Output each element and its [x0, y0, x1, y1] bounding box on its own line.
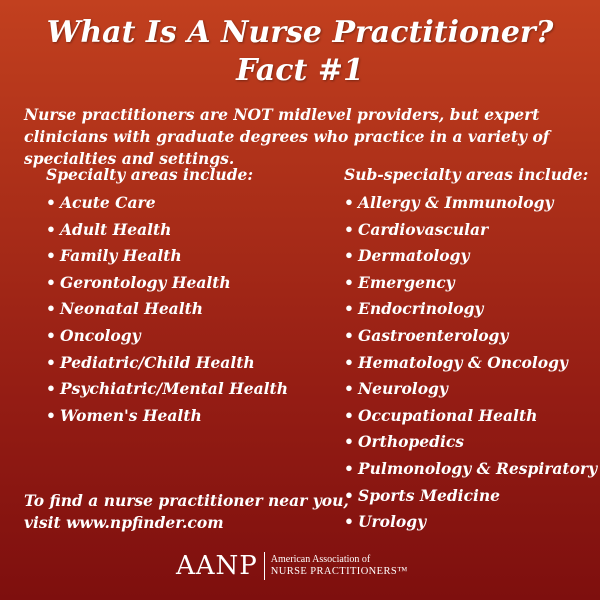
logo-text: [271, 554, 408, 578]
subspecialty-heading: Sub-specialty areas include:: [344, 165, 589, 184]
footer-line-1: To find a nurse practitioner near you,: [24, 491, 349, 510]
list-item: • Pulmonology & Respiratory: [344, 456, 594, 483]
list-item: • Hematology & Oncology: [344, 350, 594, 377]
list-item: • Sports Medicine: [344, 483, 594, 510]
list-item: • Acute Care: [46, 190, 336, 217]
subspecialty-column: [344, 164, 598, 536]
list-item: • Gerontology Health: [46, 270, 336, 297]
aanp-logo: [176, 552, 408, 580]
subspecialty-list: [344, 190, 598, 536]
title-line-2: Fact #1: [236, 53, 364, 88]
list-item: • Orthopedics: [344, 429, 594, 456]
list-item: • Women's Health: [46, 403, 336, 430]
list-item: • Pediatric/Child Health: [46, 350, 336, 377]
specialty-column: [46, 164, 336, 429]
list-item: • Emergency: [344, 270, 594, 297]
list-item: • Dermatology: [344, 243, 594, 270]
list-item: • Oncology: [46, 323, 336, 350]
list-item: • Cardiovascular: [344, 217, 594, 244]
title-line-1: What Is A Nurse Practitioner?: [46, 15, 554, 50]
footer-text: [24, 490, 349, 534]
page-title: [0, 14, 600, 90]
list-item: • Neonatal Health: [46, 296, 336, 323]
list-item: • Psychiatric/Mental Health: [46, 376, 336, 403]
specialty-list: [46, 190, 336, 429]
list-item: • Gastroenterology: [344, 323, 594, 350]
intro-text: Nurse practitioners are NOT midlevel providers, but expert clinicians with graduate degrees who practice in a variety of specialties and settings.: [24, 105, 550, 168]
list-item: • Endocrinology: [344, 296, 594, 323]
footer-line-2: visit www.npfinder.com: [24, 513, 224, 532]
logo-mark: AANP: [176, 551, 258, 581]
logo-divider: [264, 552, 265, 580]
logo-line-2: NURSE PRACTITIONERS™: [270, 566, 408, 577]
list-item: • Neurology: [344, 376, 594, 403]
list-item: • Occupational Health: [344, 403, 594, 430]
list-item: • Adult Health: [46, 217, 336, 244]
list-item: • Allergy & Immunology: [344, 190, 594, 217]
specialty-heading: Specialty areas include:: [46, 165, 254, 184]
list-item: • Urology: [344, 509, 594, 536]
logo-line-1: American Association of: [270, 554, 371, 565]
list-item: • Family Health: [46, 243, 336, 270]
